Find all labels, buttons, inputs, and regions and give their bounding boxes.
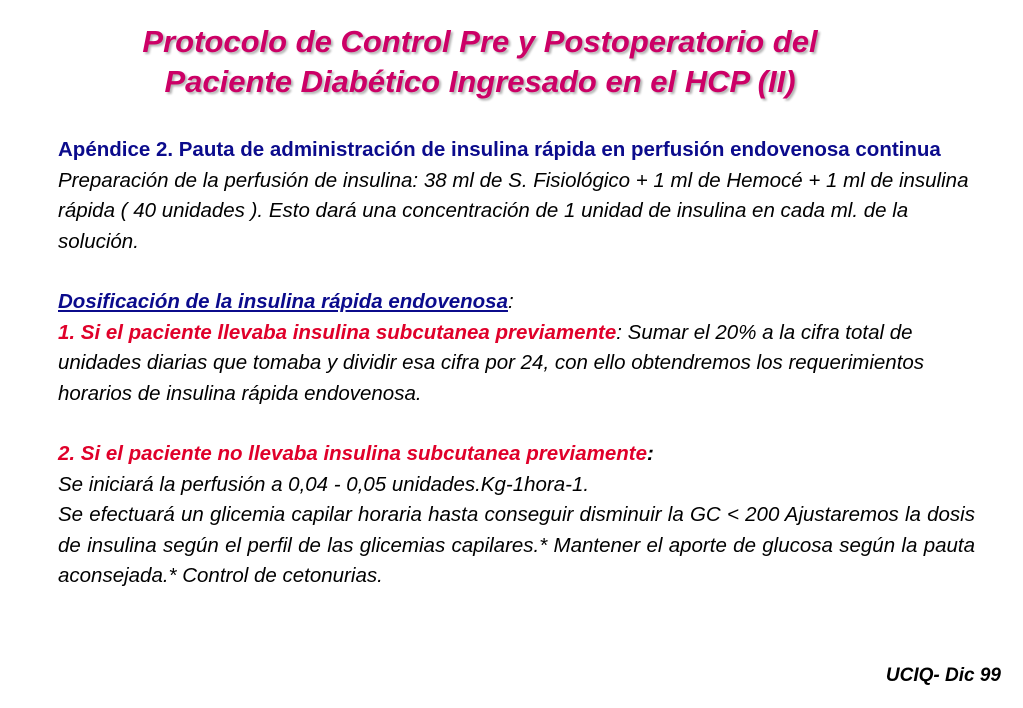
appendix-heading: Apéndice 2. Pauta de administración de insulina rápida en perfusión endovenosa continua [58,138,941,161]
spacer [58,257,975,287]
slide-title-line-2: Paciente Diabético Ingresado en el HCP (II) [164,64,796,99]
case-2-line-2: Se efectuará un glicemia capilar horaria hasta conseguir disminuir la GC < 200 Ajustaremos la dosis de insulina según el perfil de las glicemias capilares.* Mantener el aporte de glucosa según la pauta aconsejada.* Control de cetonurias. [58,503,975,587]
case-1-paragraph [58,318,975,410]
spacer [58,409,975,439]
dosing-heading-colon: : [507,290,514,313]
slide-body [58,135,975,592]
footer-credit: UCIQ- Dic 99 [885,665,1001,686]
case-1-text: : Sumar el 20% a la cifra total de unidades diarias que tomaba y dividir esa cifra por 24, con ello obtendremos los requerimientos horarios de insulina rápida endovenosa. [58,320,925,405]
dosing-heading [58,287,975,318]
case-2-line-1: Se iniciará la perfusión a 0,04 - 0,05 unidades.Kg-1hora-1. [58,472,590,496]
case-2-heading [58,439,975,470]
slide-title [0,22,960,102]
slide-title-line-1: Protocolo de Control Pre y Postoperatorio del [142,24,818,59]
preparation-paragraph: Preparación de la perfusión de insulina: 38 ml de S. Fisiológico + 1 ml de Hemocé + 1 ml de insulina rápida ( 40 unidades ). Esto dará una concentración de 1 unidad de insulina en cada ml. de la solución. [58,168,969,253]
case-2-label: 2. Si el paciente no llevaba insulina subcutanea previamente [58,442,648,465]
case-1-label: 1. Si el paciente llevaba insulina subcutanea previamente [58,320,617,344]
case-2-colon: : [647,442,654,465]
dosing-heading-text: Dosificación de la insulina rápida endovenosa [58,290,508,313]
